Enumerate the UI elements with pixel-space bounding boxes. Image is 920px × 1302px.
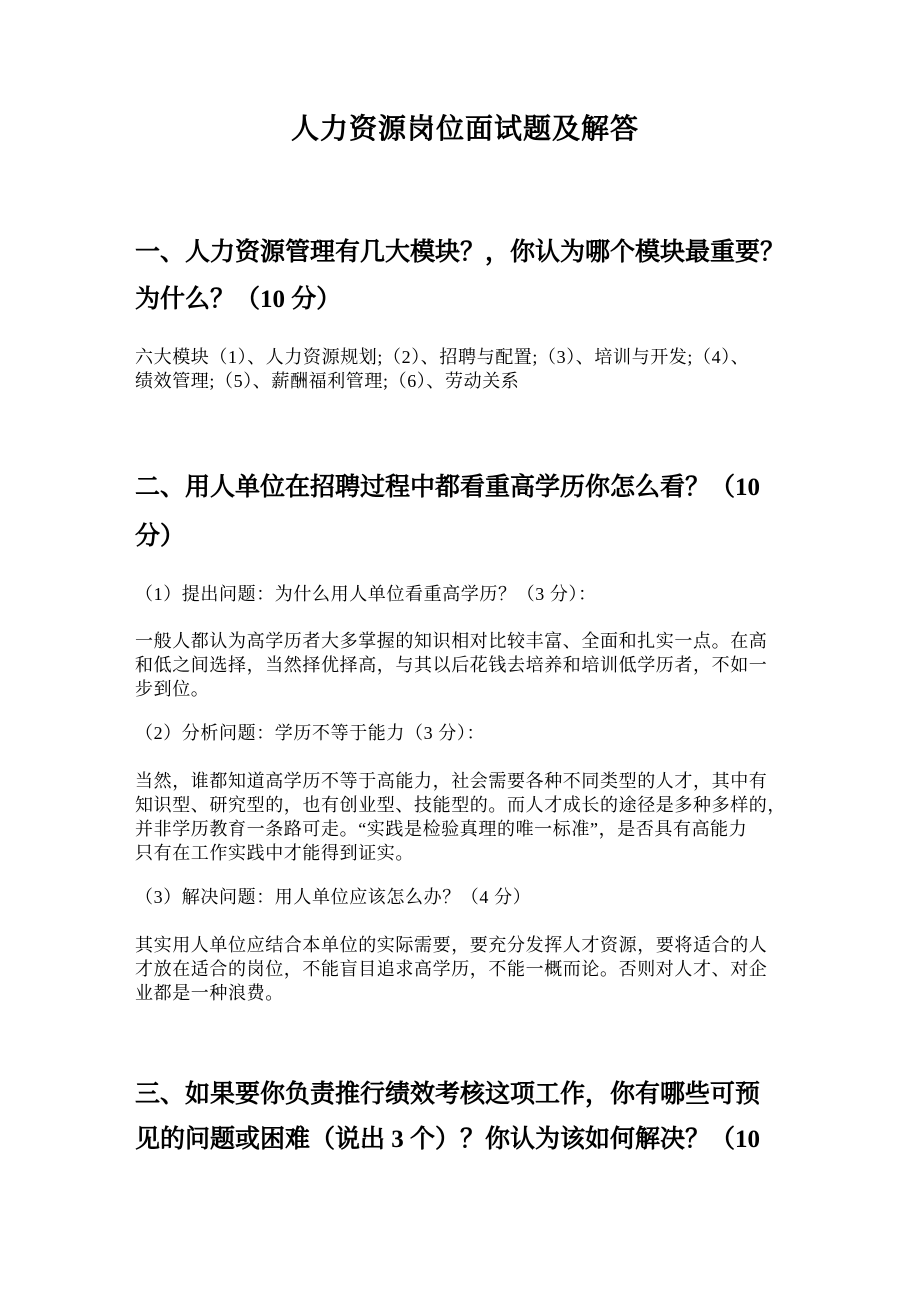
heading-line: 见的问题或困难（说出 3 个）？你认为该如何解决？（10 [135, 1126, 761, 1153]
question-2-part-1-answer [135, 629, 795, 701]
heading-line: 三、如果要你负责推行绩效考核这项工作，你有哪些可预 [135, 1081, 761, 1108]
question-1-answer [135, 345, 795, 393]
text-line: 一般人都认为高学历者大多掌握的知识相对比较丰富、全面和扎实一点。在高 [135, 631, 768, 651]
heading-line: 一、人力资源管理有几大模块？，你认为哪个模块最重要？ [135, 239, 786, 266]
question-2-part-3-label [135, 885, 795, 909]
text-line: 和低之间选择，当然择优择高，与其以后花钱去培养和培训低学历者，不如一 [135, 655, 768, 675]
document-title: 人力资源岗位面试题及解答 [290, 114, 639, 145]
question-2-part-2-label [135, 721, 795, 745]
text-line: 当然，谁都知道高学历不等于高能力，社会需要各种不同类型的人才，其中有 [135, 771, 768, 791]
question-3-section [135, 1072, 795, 1162]
text-line: 其实用人单位应结合本单位的实际需要，要充分发挥人才资源，要将适合的人 [135, 935, 768, 955]
question-2-heading [135, 463, 795, 561]
question-2-part-1-label [135, 582, 795, 606]
heading-line: 二、用人单位在招聘过程中都看重高学历你怎么看？（10 [135, 474, 761, 501]
text-line: 绩效管理;（5）、薪酬福利管理;（6）、劳动关系 [135, 371, 520, 391]
text-line: （1）提出问题：为什么用人单位看重高学历？（3 分）： [135, 584, 597, 604]
text-line: 六大模块（1）、人力资源规划;（2）、招聘与配置;（3）、培训与开发;（4）、 [135, 347, 750, 367]
text-line: （3）解决问题：用人单位应该怎么办？（4 分） [135, 887, 532, 907]
question-3-heading [135, 1072, 795, 1162]
text-line: 业都是一种浪费。 [135, 983, 284, 1003]
heading-line: 分） [135, 523, 186, 550]
heading-line: 为什么？（10 分） [135, 286, 342, 313]
text-line: （2）分析问题：学历不等于能力（3 分）： [135, 723, 486, 743]
text-line: 并非学历教育一条路可走。“实践是检验真理的唯一标准”，是否具有高能力 [135, 819, 748, 839]
text-line: 知识型、研究型的，也有创业型、技能型的。而人才成长的途径是多种多样的， [135, 795, 786, 815]
text-line: 只有在工作实践中才能得到证实。 [135, 843, 414, 863]
question-1-section [135, 229, 795, 393]
question-2-part-2-answer [135, 769, 795, 865]
question-1-heading [135, 229, 795, 323]
question-2-section [135, 463, 795, 1005]
question-2-part-3-answer [135, 933, 795, 1005]
text-line: 才放在适合的岗位，不能盲目追求高学历，不能一概而论。否则对人才、对企 [135, 959, 768, 979]
text-line: 步到位。 [135, 679, 210, 699]
